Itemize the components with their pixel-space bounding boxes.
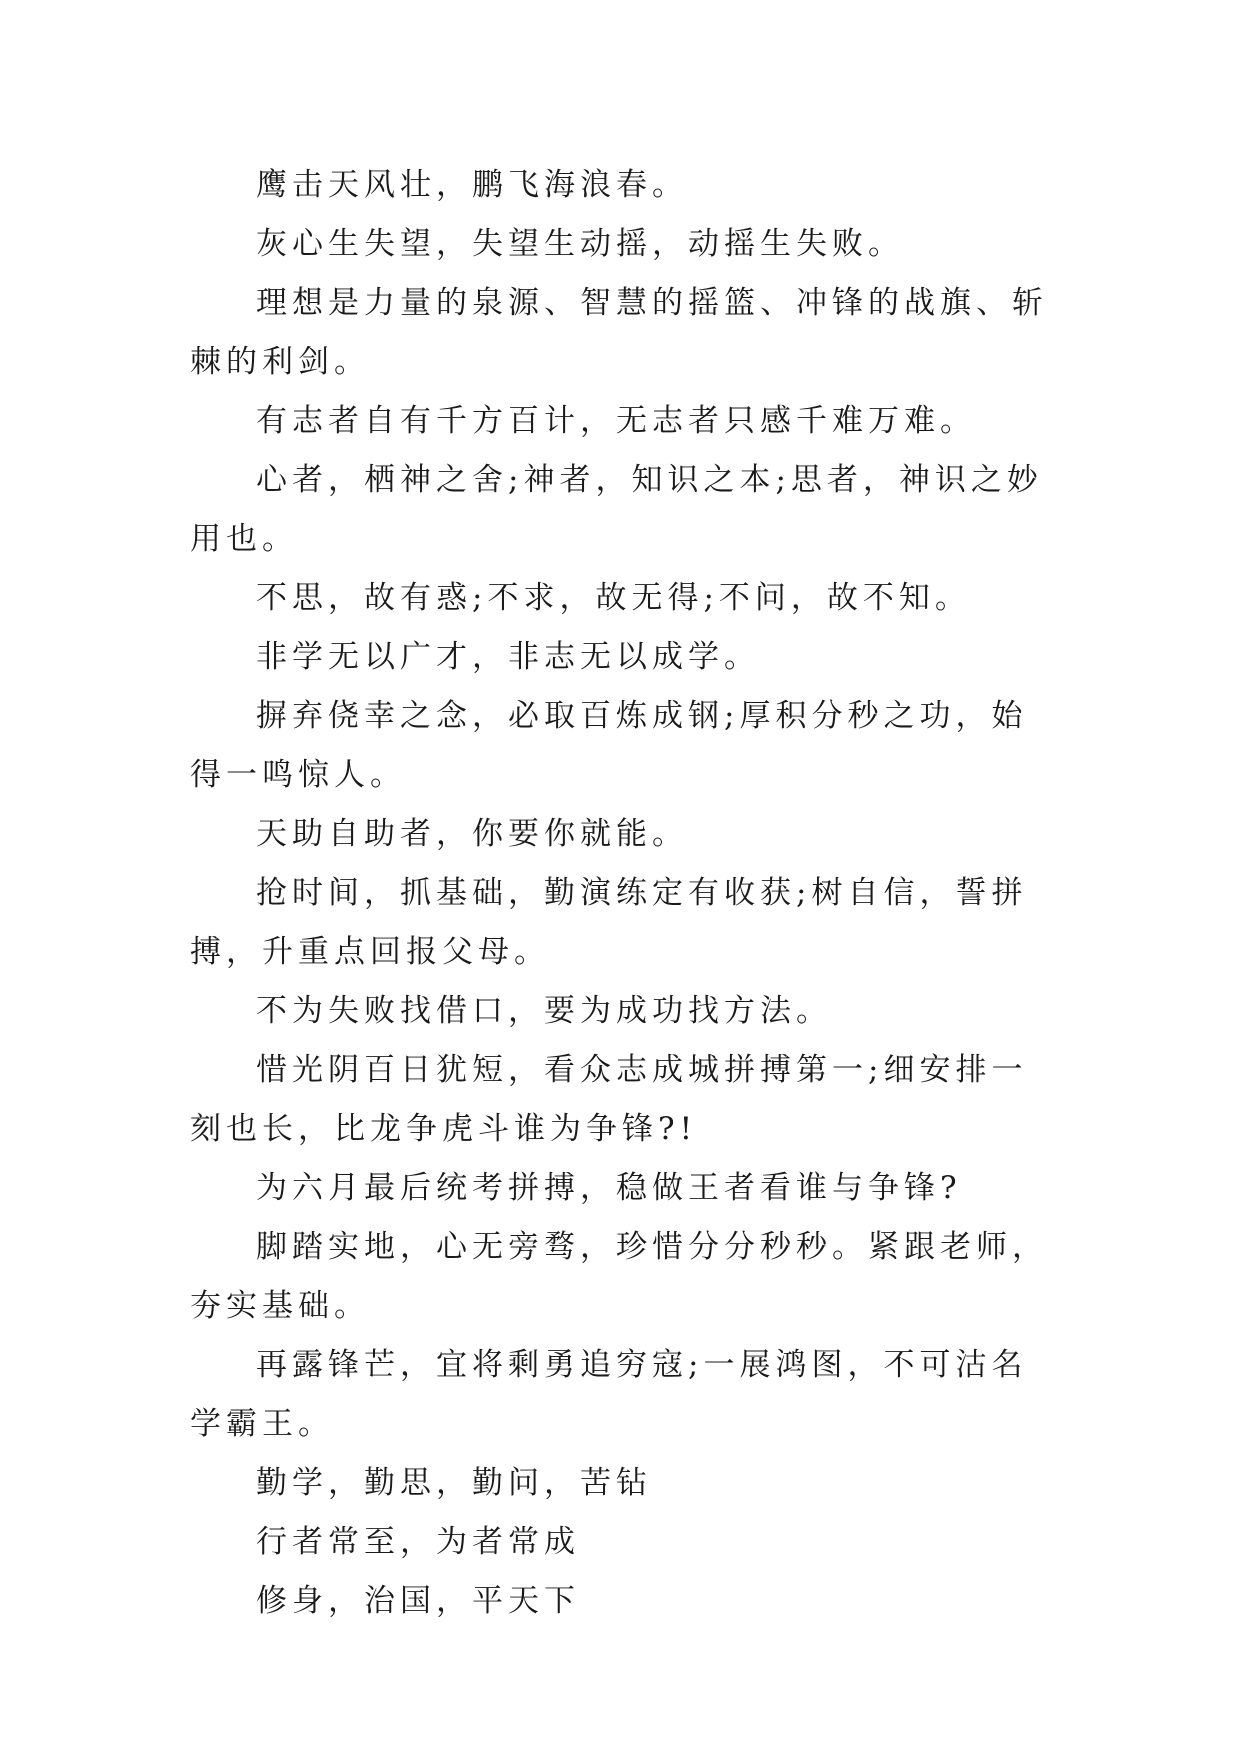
paragraph: 勤学，勤思，勤问，苦钻 xyxy=(256,1465,652,1501)
paragraph: 摒弃侥幸之念，必取百炼成钢;厚积分秒之功，始得一鸣惊人。 xyxy=(190,698,1028,793)
paragraph: 鹰击天风壮，鹏飞海浪春。 xyxy=(256,167,688,203)
paragraph: 心者，栖神之舍;神者，知识之本;思者，神识之妙用也。 xyxy=(190,462,1043,557)
paragraph: 行者常至，为者常成 xyxy=(256,1524,580,1560)
document-body xyxy=(190,156,1060,1631)
paragraph: 再露锋芒，宜将剩勇追穷寇;一展鸿图，不可沽名学霸王。 xyxy=(190,1347,1028,1442)
paragraph: 理想是力量的泉源、智慧的摇篮、冲锋的战旗、斩棘的利剑。 xyxy=(190,285,1048,380)
paragraph: 惜光阴百日犹短，看众志成城拼搏第一;细安排一刻也长，比龙争虎斗谁为争锋?! xyxy=(190,1052,1028,1147)
paragraph: 灰心生失望，失望生动摇，动摇生失败。 xyxy=(256,226,904,262)
paragraph: 抢时间，抓基础，勤演练定有收获;树自信，誓拼搏，升重点回报父母。 xyxy=(190,875,1028,970)
paragraph: 为六月最后统考拼搏，稳做王者看谁与争锋? xyxy=(256,1170,962,1206)
paragraph: 天助自助者，你要你就能。 xyxy=(256,816,688,852)
paragraph: 有志者自有千方百计，无志者只感千难万难。 xyxy=(256,403,976,439)
paragraph: 非学无以广才，非志无以成学。 xyxy=(256,639,760,675)
paragraph: 修身，治国，平天下 xyxy=(256,1583,580,1619)
paragraph: 脚踏实地，心无旁骛，珍惜分分秒秒。紧跟老师，夯实基础。 xyxy=(190,1229,1048,1324)
paragraph: 不为失败找借口，要为成功找方法。 xyxy=(256,993,832,1029)
paragraph: 不思，故有惑;不求，故无得;不问，故不知。 xyxy=(256,580,971,616)
